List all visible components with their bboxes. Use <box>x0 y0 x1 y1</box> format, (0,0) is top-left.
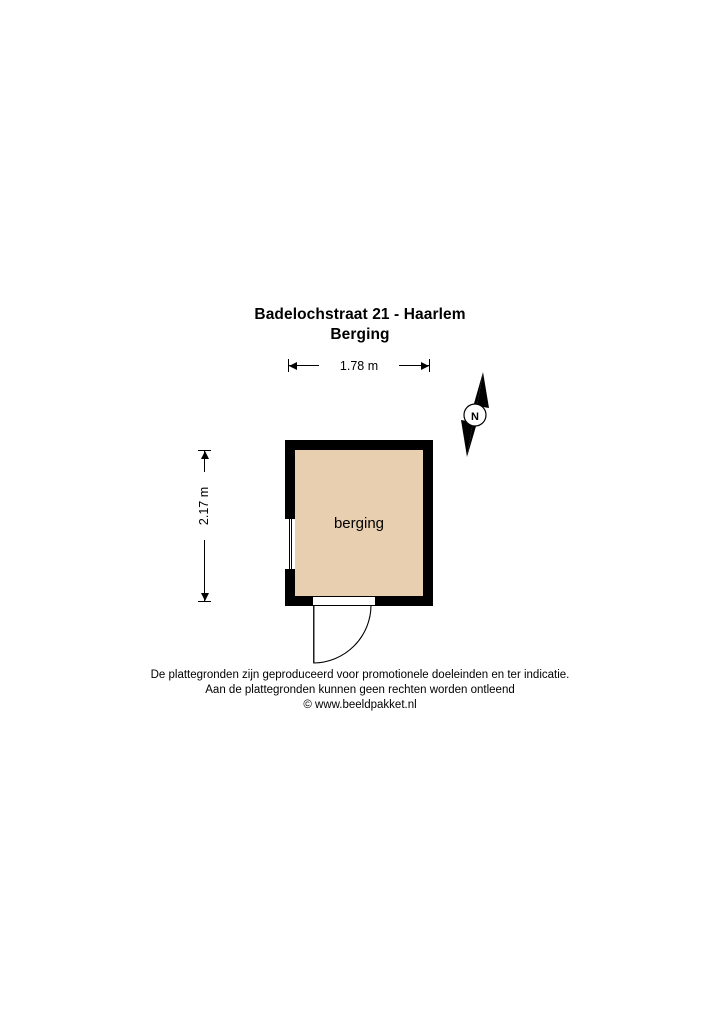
compass-icon <box>447 372 503 457</box>
dimension-height-cap-bottom <box>198 601 211 602</box>
dimension-width <box>288 352 430 380</box>
floorplan-drawing <box>285 440 433 612</box>
dimension-width-cap-right <box>429 359 430 372</box>
dimension-height-label: 2.17 m <box>196 472 212 540</box>
svg-text:N: N <box>471 411 479 423</box>
footer-line-2: Aan de plattegronden kunnen geen rechten worden ontleend <box>205 684 515 696</box>
door-swing-arc-icon <box>313 605 375 667</box>
title-floor: Berging <box>330 326 390 343</box>
title-address: Badelochstraat 21 - Haarlem <box>254 306 466 323</box>
dimension-height <box>192 450 222 602</box>
footer-disclaimer <box>0 668 720 713</box>
window-symbol <box>285 518 295 570</box>
dimension-width-arrow-right-icon <box>421 362 429 370</box>
room-label-berging: berging <box>333 514 385 532</box>
dimension-height-arrow-top-icon <box>201 451 209 459</box>
dimension-width-arrow-left-icon <box>289 362 297 370</box>
dimension-width-label: 1.78 m <box>319 358 399 374</box>
page-title <box>0 305 720 345</box>
footer-copyright: © www.beeldpakket.nl <box>303 699 417 711</box>
dimension-height-arrow-bottom-icon <box>201 593 209 601</box>
footer-line-1: De plattegronden zijn geproduceerd voor promotionele doeleinden en ter indicatie. <box>150 669 570 681</box>
